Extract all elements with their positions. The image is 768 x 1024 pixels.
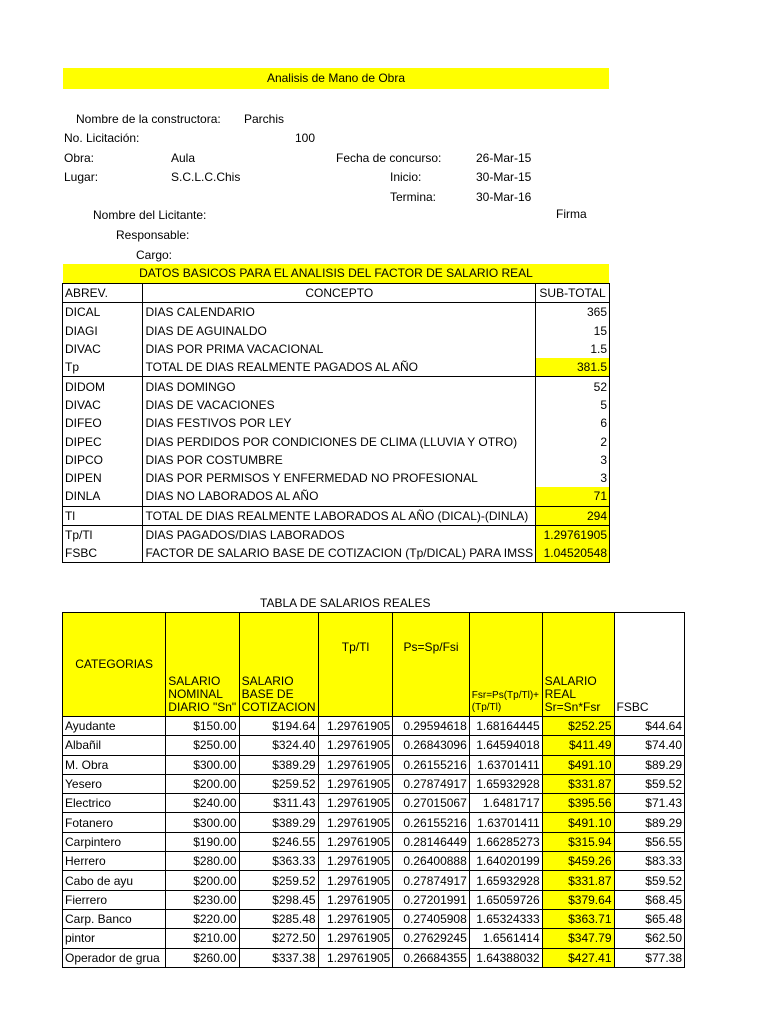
basic-abrev: Tp/Tl [63, 525, 143, 544]
cell-categoria: Fierrero [63, 890, 166, 909]
cell-salario-nominal: $190.00 [166, 832, 239, 851]
salario-row [63, 871, 685, 890]
cell-tp-tl: 1.29761905 [318, 852, 393, 871]
basic-subtotal: 3 [536, 451, 610, 469]
cell-ps: 0.27015067 [393, 794, 469, 813]
cell-fsbc: $89.29 [614, 813, 685, 832]
basic-abrev: Tp [63, 358, 143, 377]
cell-salario-real: $491.10 [542, 755, 614, 774]
cell-fsr: 1.68164445 [469, 717, 542, 736]
basic-row [63, 432, 610, 450]
cell-salario-nominal: $230.00 [166, 890, 239, 909]
salario-row [63, 794, 685, 813]
cell-fsbc: $71.43 [614, 794, 685, 813]
salario-row [63, 852, 685, 871]
cell-fsbc: $44.64 [614, 717, 685, 736]
basic-subtotal: 294 [536, 506, 610, 525]
cell-salario-real: $459.26 [542, 852, 614, 871]
constructora-value: Parchis [244, 112, 285, 126]
firma-label: Firma [556, 207, 587, 221]
cell-salario-nominal: $200.00 [166, 774, 239, 793]
cell-fsbc: $59.52 [614, 871, 685, 890]
cell-salario-base: $311.43 [239, 794, 318, 813]
basic-subtotal: 5 [536, 396, 610, 414]
basic-abrev: DICAL [63, 303, 143, 322]
cell-salario-nominal: $280.00 [166, 852, 239, 871]
basic-abrev: DIDOM [63, 377, 143, 396]
cell-salario-real: $411.49 [542, 736, 614, 755]
basic-subtotal: 1.5 [536, 340, 610, 358]
cell-categoria: Carpintero [63, 832, 166, 851]
salario-row [63, 929, 685, 948]
header-fsr: Fsr=Ps(Tp/Tl)+(Tp/Tl) [469, 613, 542, 717]
cell-salario-nominal: $250.00 [166, 736, 239, 755]
header-abrev: ABREV. [63, 284, 143, 303]
basic-concepto: DIAS POR PRIMA VACACIONAL [143, 340, 536, 358]
basic-subtotal: 365 [536, 303, 610, 322]
cell-tp-tl: 1.29761905 [318, 755, 393, 774]
cell-ps: 0.26155216 [393, 813, 469, 832]
basic-concepto: DIAS FESTIVOS POR LEY [143, 414, 536, 432]
basic-row [63, 322, 610, 340]
cell-tp-tl: 1.29761905 [318, 871, 393, 890]
cell-salario-real: $395.56 [542, 794, 614, 813]
basic-row [63, 451, 610, 469]
cell-categoria: Carp. Banco [63, 909, 166, 928]
cell-salario-real: $491.10 [542, 813, 614, 832]
cell-fsr: 1.65059726 [469, 890, 542, 909]
basic-concepto: DIAS NO LABORADOS AL AÑO [143, 487, 536, 506]
licitante-label: Nombre del Licitante: [93, 208, 207, 222]
cell-ps: 0.26400888 [393, 852, 469, 871]
cell-ps: 0.27629245 [393, 929, 469, 948]
basic-concepto: DIAS DE AGUINALDO [143, 322, 536, 340]
cell-salario-real: $379.64 [542, 890, 614, 909]
constructora-label: Nombre de la constructora: [76, 112, 221, 126]
cell-fsbc: $56.55 [614, 832, 685, 851]
cell-fsr: 1.65324333 [469, 909, 542, 928]
cell-ps: 0.26843096 [393, 736, 469, 755]
salario-row [63, 774, 685, 793]
cell-salario-base: $389.29 [239, 755, 318, 774]
cell-ps: 0.27405908 [393, 909, 469, 928]
salario-row [63, 717, 685, 736]
cell-salario-nominal: $200.00 [166, 871, 239, 890]
cell-salario-base: $259.52 [239, 871, 318, 890]
cell-ps: 0.26684355 [393, 948, 469, 967]
cell-salario-base: $272.50 [239, 929, 318, 948]
cell-fsbc: $59.52 [614, 774, 685, 793]
header-salario-real: SALARIO REAL Sr=Sn*Fsr [542, 613, 614, 717]
cell-tp-tl: 1.29761905 [318, 774, 393, 793]
basic-concepto: DIAS POR PERMISOS Y ENFERMEDAD NO PROFESIONAL [143, 469, 536, 487]
termina-value: 30-Mar-16 [476, 190, 532, 204]
salarios-table [62, 612, 685, 968]
basic-abrev: DIPEC [63, 432, 143, 450]
cell-fsbc: $62.50 [614, 929, 685, 948]
cell-categoria: Cabo de ayu [63, 871, 166, 890]
basic-row [63, 396, 610, 414]
basic-concepto: TOTAL DE DIAS REALMENTE LABORADOS AL AÑO (DICAL)-(DINLA) [143, 506, 536, 525]
cell-salario-base: $337.38 [239, 948, 318, 967]
basic-concepto: DIAS DOMINGO [143, 377, 536, 396]
header-fsbc: FSBC [614, 613, 685, 717]
cell-fsr: 1.63701411 [469, 755, 542, 774]
cell-categoria: pintor [63, 929, 166, 948]
cell-ps: 0.27874917 [393, 871, 469, 890]
cell-fsbc: $77.38 [614, 948, 685, 967]
cell-fsr: 1.6481717 [469, 794, 542, 813]
cell-categoria: Electrico [63, 794, 166, 813]
cell-categoria: Ayudante [63, 717, 166, 736]
basic-abrev: FSBC [63, 544, 143, 563]
basic-row [63, 358, 610, 377]
cell-salario-base: $285.48 [239, 909, 318, 928]
basic-subtotal: 1.29761905 [536, 525, 610, 544]
basic-row [63, 544, 610, 563]
cell-ps: 0.29594618 [393, 717, 469, 736]
cell-salario-base: $246.55 [239, 832, 318, 851]
basic-abrev: DINLA [63, 487, 143, 506]
cell-salario-real: $427.41 [542, 948, 614, 967]
basic-subtotal: 2 [536, 432, 610, 450]
basic-row [63, 487, 610, 506]
salario-row [63, 832, 685, 851]
basic-subtotal: 6 [536, 414, 610, 432]
basic-row [63, 377, 610, 396]
basic-row [63, 525, 610, 544]
basic-subtotal: 1.04520548 [536, 544, 610, 563]
basic-concepto: DIAS PERDIDOS POR CONDICIONES DE CLIMA (LLUVIA Y OTRO) [143, 432, 536, 450]
cell-salario-real: $315.94 [542, 832, 614, 851]
basic-subtotal: 15 [536, 322, 610, 340]
basic-row [63, 303, 610, 322]
salarios-title: TABLA DE SALARIOS REALES [260, 596, 431, 610]
cell-categoria: Yesero [63, 774, 166, 793]
licitacion-value: 100 [295, 131, 316, 145]
fecha-concurso-label: Fecha de concurso: [336, 151, 442, 165]
cell-fsr: 1.65932928 [469, 871, 542, 890]
cell-tp-tl: 1.29761905 [318, 717, 393, 736]
cell-salario-nominal: $300.00 [166, 755, 239, 774]
cell-categoria: M. Obra [63, 755, 166, 774]
cell-categoria: Herrero [63, 852, 166, 871]
cell-categoria: Fotanero [63, 813, 166, 832]
cell-tp-tl: 1.29761905 [318, 890, 393, 909]
salarios-header-row [63, 613, 685, 717]
cell-fsr: 1.64594018 [469, 736, 542, 755]
cell-salario-nominal: $220.00 [166, 909, 239, 928]
inicio-label: Inicio: [390, 170, 422, 184]
page-title: Analisis de Mano de Obra [63, 68, 609, 89]
cell-fsr: 1.64020199 [469, 852, 542, 871]
termina-label: Termina: [390, 190, 437, 204]
cell-ps: 0.27874917 [393, 774, 469, 793]
header-ps: Ps=Sp/Fsi [393, 613, 469, 717]
header-salario-base: SALARIO BASE DE COTIZACION [239, 613, 318, 717]
cell-fsr: 1.65932928 [469, 774, 542, 793]
salario-row [63, 890, 685, 909]
header-concepto: CONCEPTO [143, 284, 536, 303]
cell-salario-real: $347.79 [542, 929, 614, 948]
cell-salario-base: $324.40 [239, 736, 318, 755]
salario-row [63, 755, 685, 774]
basic-concepto: DIAS PAGADOS/DIAS LABORADOS [143, 525, 536, 544]
basic-concepto: FACTOR DE SALARIO BASE DE COTIZACION (Tp/DICAL) PARA IMSS [143, 544, 536, 563]
basic-abrev: DIAGI [63, 322, 143, 340]
basic-concepto: DIAS POR COSTUMBRE [143, 451, 536, 469]
lugar-label: Lugar: [64, 170, 99, 184]
cell-tp-tl: 1.29761905 [318, 948, 393, 967]
cell-fsbc: $89.29 [614, 755, 685, 774]
cell-salario-base: $363.33 [239, 852, 318, 871]
basic-abrev: DIVAC [63, 340, 143, 358]
basic-subtotal: 52 [536, 377, 610, 396]
cell-salario-nominal: $210.00 [166, 929, 239, 948]
salario-row [63, 813, 685, 832]
cell-fsr: 1.66285273 [469, 832, 542, 851]
header-subtotal: SUB-TOTAL [536, 284, 610, 303]
cell-salario-base: $259.52 [239, 774, 318, 793]
cell-fsr: 1.64388032 [469, 948, 542, 967]
cell-salario-base: $389.29 [239, 813, 318, 832]
cell-salario-real: $331.87 [542, 871, 614, 890]
basic-abrev: DIPEN [63, 469, 143, 487]
basic-abrev: DIVAC [63, 396, 143, 414]
cell-tp-tl: 1.29761905 [318, 794, 393, 813]
cell-tp-tl: 1.29761905 [318, 909, 393, 928]
cell-fsbc: $74.40 [614, 736, 685, 755]
basic-subtotal: 3 [536, 469, 610, 487]
cell-tp-tl: 1.29761905 [318, 813, 393, 832]
cell-fsr: 1.6561414 [469, 929, 542, 948]
licitacion-label: No. Licitación: [64, 131, 140, 145]
salario-row [63, 948, 685, 967]
cell-ps: 0.27201991 [393, 890, 469, 909]
basic-row [63, 506, 610, 525]
cell-categoria: Albañil [63, 736, 166, 755]
basic-subtotal: 71 [536, 487, 610, 506]
header-salario-nominal: SALARIO NOMINAL DIARIO "Sn" [166, 613, 239, 717]
header-categorias: CATEGORIAS [63, 613, 166, 717]
basic-header-row [63, 284, 610, 303]
basic-concepto: TOTAL DE DIAS REALMENTE PAGADOS AL AÑO [143, 358, 536, 377]
basic-row [63, 414, 610, 432]
basic-subtotal: 381.5 [536, 358, 610, 377]
cell-salario-nominal: $150.00 [166, 717, 239, 736]
basic-row [63, 469, 610, 487]
basic-abrev: DIPCO [63, 451, 143, 469]
basic-abrev: DIFEO [63, 414, 143, 432]
cell-fsbc: $83.33 [614, 852, 685, 871]
basic-row [63, 340, 610, 358]
salario-row [63, 736, 685, 755]
cell-salario-real: $363.71 [542, 909, 614, 928]
cell-salario-nominal: $260.00 [166, 948, 239, 967]
cell-tp-tl: 1.29761905 [318, 929, 393, 948]
cell-salario-real: $252.25 [542, 717, 614, 736]
cell-tp-tl: 1.29761905 [318, 736, 393, 755]
basic-data-table [62, 283, 610, 563]
cell-salario-real: $331.87 [542, 774, 614, 793]
cell-salario-base: $194.64 [239, 717, 318, 736]
responsable-label: Responsable: [116, 228, 190, 242]
fecha-concurso-value: 26-Mar-15 [476, 151, 532, 165]
cell-fsr: 1.63701411 [469, 813, 542, 832]
basic-banner: DATOS BASICOS PARA EL ANALISIS DEL FACTOR DE SALARIO REAL [63, 264, 609, 283]
basic-concepto: DIAS DE VACACIONES [143, 396, 536, 414]
cell-salario-base: $298.45 [239, 890, 318, 909]
obra-label: Obra: [64, 151, 95, 165]
cell-ps: 0.26155216 [393, 755, 469, 774]
cell-tp-tl: 1.29761905 [318, 832, 393, 851]
header-tp-tl: Tp/Tl [318, 613, 393, 717]
basic-abrev: Tl [63, 506, 143, 525]
cell-salario-nominal: $300.00 [166, 813, 239, 832]
inicio-value: 30-Mar-15 [476, 170, 532, 184]
basic-concepto: DIAS CALENDARIO [143, 303, 536, 322]
salario-row [63, 909, 685, 928]
cargo-label: Cargo: [136, 248, 173, 262]
obra-value: Aula [171, 151, 196, 165]
cell-fsbc: $65.48 [614, 909, 685, 928]
cell-ps: 0.28146449 [393, 832, 469, 851]
cell-fsbc: $68.45 [614, 890, 685, 909]
lugar-value: S.C.L.C.Chis [171, 170, 241, 184]
cell-categoria: Operador de grua [63, 948, 166, 967]
cell-salario-nominal: $240.00 [166, 794, 239, 813]
